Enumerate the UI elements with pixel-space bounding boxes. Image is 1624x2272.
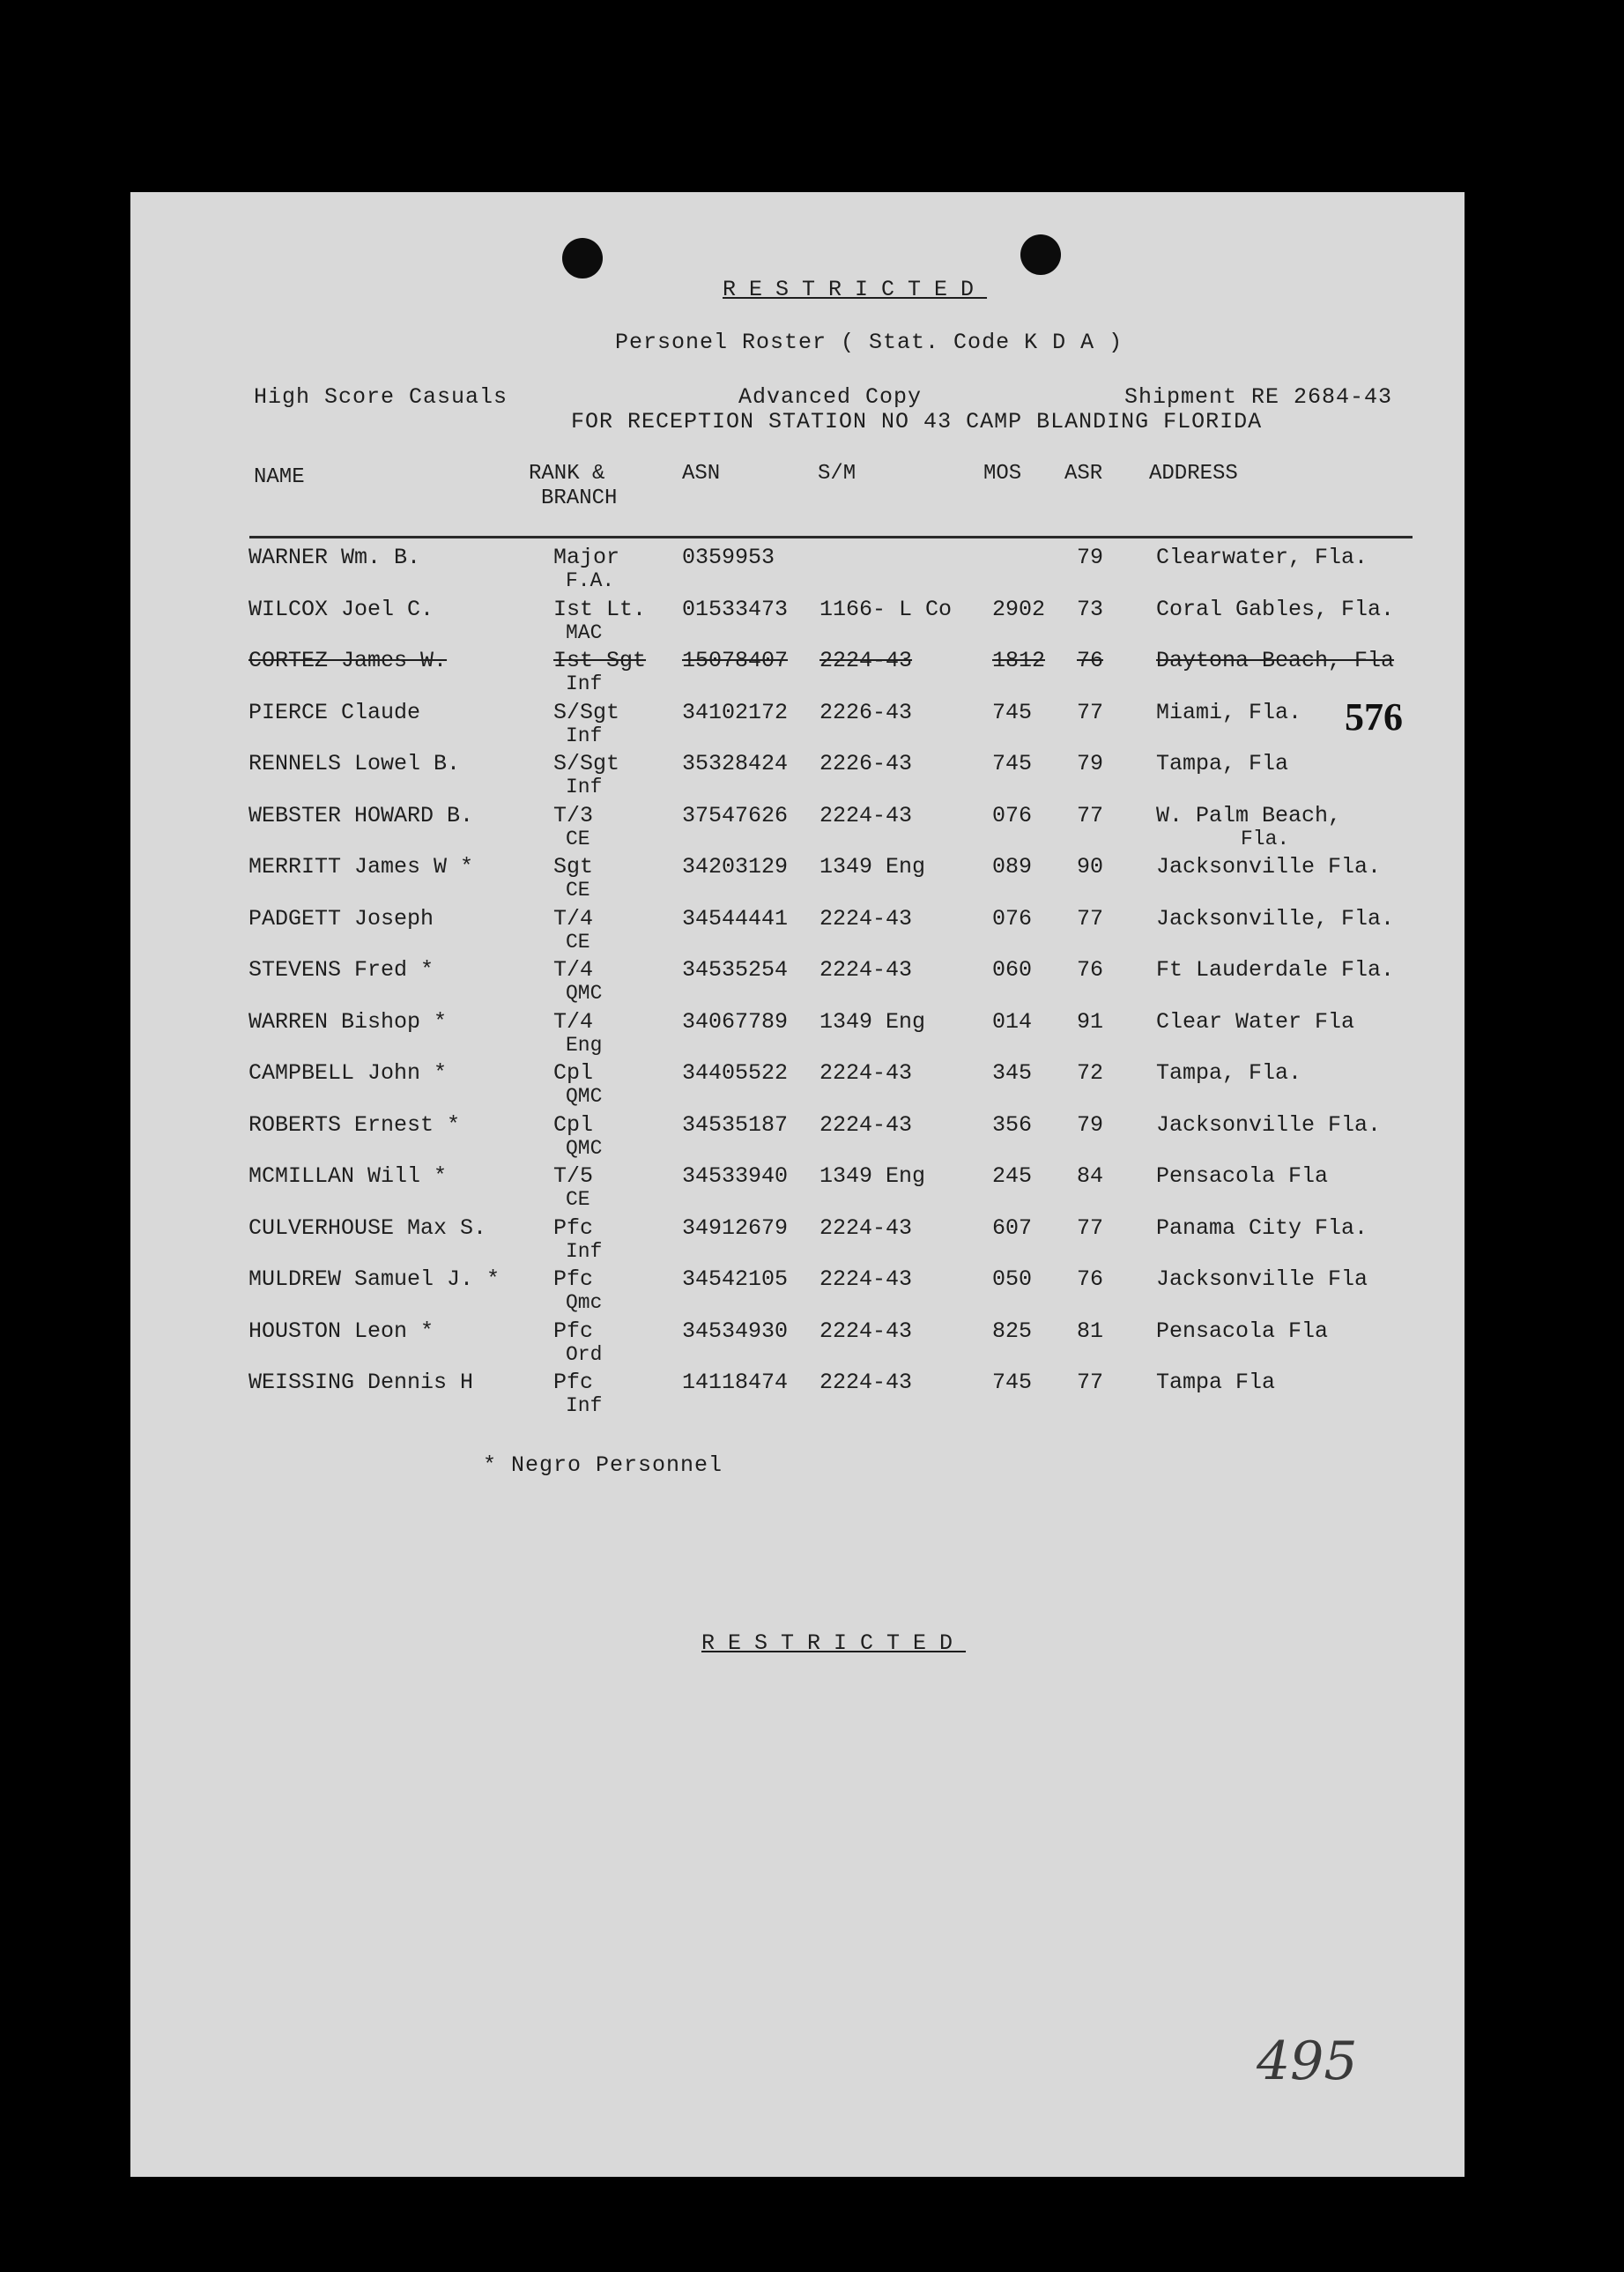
cell-asr: 73 (1077, 596, 1104, 622)
cell-address: Miami, Fla. (1156, 699, 1302, 725)
cell-name: PIERCE Claude (248, 699, 421, 725)
cell-mos: 607 (992, 1214, 1033, 1241)
table-row (130, 1009, 1465, 1060)
cell-sm: 2224-43 (819, 802, 913, 828)
cell-branch: CE (566, 879, 590, 902)
punch-hole (1020, 234, 1061, 275)
column-header-sm: S/M (818, 462, 856, 486)
cell-rank: Pfc (553, 1318, 594, 1344)
cell-address: Jacksonville Fla. (1156, 854, 1382, 880)
cell-name: CULVERHOUSE Max S. (248, 1214, 487, 1241)
cell-asr: 79 (1077, 545, 1104, 570)
cell-address: Ft Lauderdale Fla. (1156, 957, 1395, 983)
cell-address: Coral Gables, Fla. (1156, 596, 1395, 622)
cell-asn: 35328424 (682, 751, 789, 776)
cell-asr: 77 (1077, 1214, 1104, 1241)
document-page (130, 192, 1465, 2177)
cell-asn: 34534930 (682, 1318, 789, 1344)
stamp-number: 576 (1345, 695, 1403, 739)
cell-sm: 1349 Eng (819, 854, 926, 880)
table-row (130, 1060, 1465, 1111)
cell-asr: 84 (1077, 1163, 1104, 1189)
cell-address2: Fla. (1241, 827, 1290, 850)
table-row (130, 1112, 1465, 1163)
cell-sm: 2224-43 (819, 648, 913, 673)
column-header-mos: MOS (983, 462, 1022, 486)
cell-branch: MAC (566, 620, 603, 644)
cell-rank: T/4 (553, 957, 594, 983)
cell-name: RENNELS Lowel B. (248, 751, 461, 776)
cell-mos: 076 (992, 802, 1033, 828)
table-row (130, 854, 1465, 905)
cell-asn: 34203129 (682, 854, 789, 880)
cell-asr: 91 (1077, 1008, 1104, 1035)
header-rule (249, 536, 1413, 538)
cell-asr: 90 (1077, 854, 1104, 880)
roster-title: Personel Roster ( Stat. Code K D A ) (615, 330, 1123, 355)
cell-sm: 1349 Eng (819, 1008, 926, 1035)
cell-mos: 745 (992, 1370, 1033, 1395)
cell-mos: 089 (992, 854, 1033, 880)
cell-rank: Sgt (553, 854, 594, 880)
cell-sm: 2224-43 (819, 905, 913, 932)
cell-mos: 825 (992, 1318, 1033, 1344)
cell-asr: 76 (1077, 648, 1104, 673)
cell-branch: CE (566, 930, 590, 954)
column-header-name: NAME (254, 465, 305, 489)
cell-sm: 2224-43 (819, 1370, 913, 1395)
table-row (130, 597, 1465, 648)
punch-hole (562, 238, 603, 278)
cell-branch: Inf (566, 1394, 603, 1417)
cell-sm: 2224-43 (819, 1111, 913, 1138)
handwritten-number: 495 (1257, 2031, 1358, 2092)
cell-address: Clearwater, Fla. (1156, 545, 1368, 570)
cell-address: Daytona Beach, Fla (1156, 648, 1395, 673)
cell-rank: Major (553, 545, 620, 570)
cell-branch: F.A. (566, 569, 615, 592)
cell-asr: 76 (1077, 1266, 1104, 1292)
cell-name: WARREN Bishop * (248, 1008, 448, 1035)
cell-sm: 1349 Eng (819, 1163, 926, 1189)
cell-branch: CE (566, 1188, 590, 1211)
cell-rank: Ist Lt. (553, 596, 647, 622)
cell-name: WILCOX Joel C. (248, 596, 434, 622)
cell-mos: 060 (992, 957, 1033, 983)
table-row (130, 1318, 1465, 1370)
cell-asn: 14118474 (682, 1370, 789, 1395)
table-row (130, 751, 1465, 802)
cell-branch: Eng (566, 1033, 603, 1057)
cell-sm: 2226-43 (819, 751, 913, 776)
classification-bottom: RESTRICTED (701, 1630, 967, 1656)
cell-name: MCMILLAN Will * (248, 1163, 448, 1189)
cell-asn: 0359953 (682, 545, 775, 570)
table-row (130, 648, 1465, 699)
cell-mos: 745 (992, 751, 1033, 776)
cell-rank: S/Sgt (553, 699, 620, 725)
cell-asn: 34533940 (682, 1163, 789, 1189)
cell-asn: 37547626 (682, 802, 789, 828)
column-header-branch: BRANCH (541, 486, 618, 510)
center-note: Advanced Copy (738, 384, 923, 410)
cell-name: PADGETT Joseph (248, 905, 434, 932)
cell-rank: T/4 (553, 1008, 594, 1035)
cell-asn: 34405522 (682, 1060, 789, 1086)
cell-rank: T/4 (553, 905, 594, 932)
cell-rank: Ist Sgt (553, 648, 647, 673)
cell-rank: Cpl (553, 1111, 594, 1138)
table-row (130, 906, 1465, 957)
cell-asn: 34102172 (682, 699, 789, 725)
cell-mos: 245 (992, 1163, 1033, 1189)
cell-asn: 34535187 (682, 1111, 789, 1138)
cell-branch: Qmc (566, 1291, 603, 1314)
cell-rank: S/Sgt (553, 751, 620, 776)
cell-asr: 77 (1077, 699, 1104, 725)
cell-asr: 79 (1077, 751, 1104, 776)
cell-branch: QMC (566, 982, 603, 1005)
shipment-number: Shipment RE 2684-43 (1124, 384, 1393, 410)
cell-name: MERRITT James W * (248, 854, 474, 880)
cell-name: MULDREW Samuel J. * (248, 1266, 501, 1292)
cell-name: HOUSTON Leon * (248, 1318, 434, 1344)
table-row (130, 1370, 1465, 1421)
cell-sm: 2224-43 (819, 957, 913, 983)
cell-branch: QMC (566, 1085, 603, 1108)
cell-sm: 2224-43 (819, 1060, 913, 1086)
cell-mos: 345 (992, 1060, 1033, 1086)
cell-asn: 34542105 (682, 1266, 789, 1292)
cell-address: Pensacola Fla (1156, 1163, 1329, 1189)
cell-rank: Pfc (553, 1370, 594, 1395)
cell-address: Panama City Fla. (1156, 1214, 1368, 1241)
cell-branch: Inf (566, 1239, 603, 1263)
cell-rank: T/3 (553, 802, 594, 828)
cell-mos: 356 (992, 1111, 1033, 1138)
column-header-rank: RANK & (529, 462, 605, 486)
cell-mos: 076 (992, 905, 1033, 932)
cell-asn: 34535254 (682, 957, 789, 983)
reception-station: FOR RECEPTION STATION NO 43 CAMP BLANDING FLORIDA (571, 409, 1263, 434)
cell-asr: 76 (1077, 957, 1104, 983)
cell-address: Tampa, Fla (1156, 751, 1289, 776)
cell-rank: Cpl (553, 1060, 594, 1086)
left-note: High Score Casuals (254, 384, 508, 410)
table-row (130, 1215, 1465, 1266)
cell-asr: 79 (1077, 1111, 1104, 1138)
cell-branch: CE (566, 827, 590, 850)
cell-address: Jacksonville, Fla. (1156, 905, 1395, 932)
cell-branch: QMC (566, 1136, 603, 1160)
cell-address: Clear Water Fla (1156, 1008, 1355, 1035)
table-row (130, 957, 1465, 1008)
cell-asn: 34067789 (682, 1008, 789, 1035)
table-row (130, 545, 1465, 596)
cell-address: Tampa Fla (1156, 1370, 1276, 1395)
cell-name: WEBSTER HOWARD B. (248, 802, 474, 828)
table-row (130, 803, 1465, 854)
cell-asn: 34544441 (682, 905, 789, 932)
cell-address: Jacksonville Fla (1156, 1266, 1368, 1292)
cell-asr: 81 (1077, 1318, 1104, 1344)
cell-name: CAMPBELL John * (248, 1060, 448, 1086)
cell-mos: 745 (992, 699, 1033, 725)
cell-asr: 77 (1077, 905, 1104, 932)
cell-name: WARNER Wm. B. (248, 545, 421, 570)
table-row (130, 1163, 1465, 1214)
column-header-asn: ASN (682, 462, 721, 486)
cell-address: W. Palm Beach, (1156, 802, 1342, 828)
column-header-asr: ASR (1064, 462, 1103, 486)
cell-branch: Inf (566, 672, 603, 695)
cell-branch: Inf (566, 724, 603, 747)
cell-rank: Pfc (553, 1214, 594, 1241)
cell-name: ROBERTS Ernest * (248, 1111, 461, 1138)
cell-mos: 2902 (992, 596, 1046, 622)
cell-asn: 15078407 (682, 648, 789, 673)
cell-asr: 77 (1077, 802, 1104, 828)
cell-sm: 1166- L Co (819, 596, 953, 622)
cell-asr: 77 (1077, 1370, 1104, 1395)
cell-mos: 1812 (992, 648, 1046, 673)
cell-sm: 2224-43 (819, 1318, 913, 1344)
column-header-address: ADDRESS (1149, 462, 1238, 486)
cell-name: WEISSING Dennis H (248, 1370, 474, 1395)
cell-address: Pensacola Fla (1156, 1318, 1329, 1344)
cell-mos: 050 (992, 1266, 1033, 1292)
cell-sm: 2224-43 (819, 1266, 913, 1292)
cell-asr: 72 (1077, 1060, 1104, 1086)
cell-rank: Pfc (553, 1266, 594, 1292)
cell-sm: 2226-43 (819, 699, 913, 725)
classification-top: RESTRICTED (723, 277, 988, 302)
footnote: * Negro Personnel (483, 1452, 723, 1478)
cell-address: Tampa, Fla. (1156, 1060, 1302, 1086)
cell-name: STEVENS Fred * (248, 957, 434, 983)
cell-mos: 014 (992, 1008, 1033, 1035)
cell-branch: Ord (566, 1342, 603, 1366)
cell-rank: T/5 (553, 1163, 594, 1189)
cell-address: Jacksonville Fla. (1156, 1111, 1382, 1138)
cell-name: CORTEZ James W. (248, 648, 448, 673)
table-row (130, 1266, 1465, 1318)
cell-sm: 2224-43 (819, 1214, 913, 1241)
cell-asn: 01533473 (682, 596, 789, 622)
cell-branch: Inf (566, 776, 603, 798)
table-row (130, 700, 1465, 751)
cell-asn: 34912679 (682, 1214, 789, 1241)
